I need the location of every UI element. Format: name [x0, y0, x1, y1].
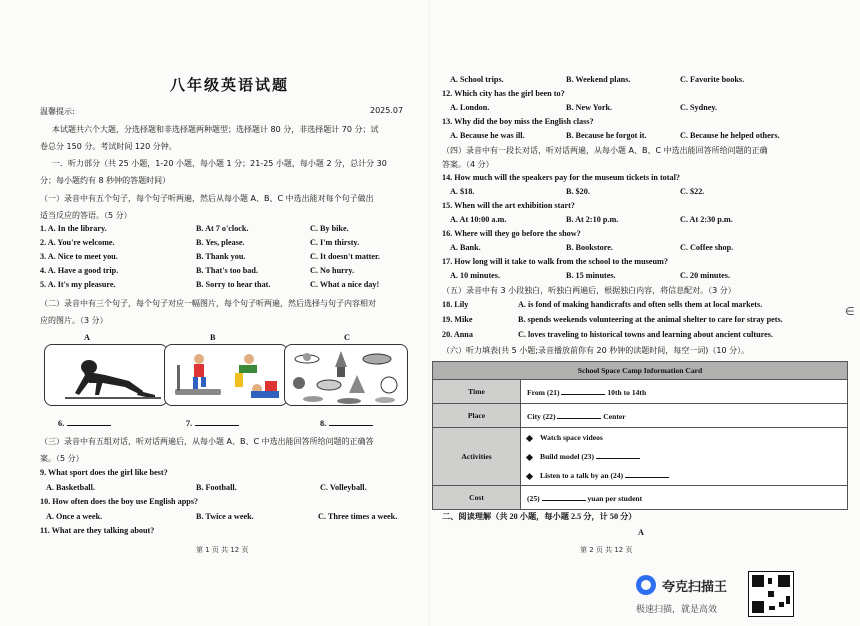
section6-instruction: （六）听力填表(共 5 小题;录音播放前你有 20 秒钟的读题时间，每空一词)（10 分）。	[442, 346, 750, 355]
quark-logo-icon	[636, 575, 656, 595]
question-option-c: C. Volleyball.	[320, 483, 367, 492]
part1-heading-1: 一．听力部分（共 25 小题，1-20 小题，每小题 1 分；21-25 小题，每小题 2 分，总计分 30	[52, 159, 387, 168]
card-label-cost: Cost	[433, 486, 521, 510]
question-11: 11. What are they talking about?	[40, 526, 155, 535]
card-activities-row	[521, 428, 848, 486]
section4-instruction-2: 答案。（4 分）	[442, 160, 494, 169]
question-option-a: A. Bank.	[450, 243, 481, 252]
question-option-b: B. Sorry to hear that.	[196, 280, 271, 289]
question-option-b: B. Thank you.	[196, 252, 246, 261]
edge-mark: ∈	[845, 305, 855, 318]
blank-7[interactable]: 7.	[186, 418, 239, 428]
blank-22[interactable]	[557, 411, 601, 419]
question-option-c: C. No hurry.	[310, 266, 355, 275]
question-option-a: 5. A. It's my pleasure.	[40, 280, 116, 289]
question-option-c: C. Favorite books.	[680, 75, 745, 84]
section1-instruction-2: 适当反应的答语。（5 分）	[40, 211, 132, 220]
diamond-bullet-icon	[526, 435, 533, 442]
image-label-b: B	[210, 333, 216, 342]
qr-code-icon	[748, 571, 794, 617]
question-option-c: C. Three times a week.	[318, 512, 398, 521]
question-option-a: 2. A. You're welcome.	[40, 238, 115, 247]
watermark-brand: 夸克扫描王	[662, 580, 728, 595]
matching-statement: A. is fond of making handicrafts and often sells them at local markets.	[518, 300, 763, 309]
question-15: 15. When will the art exhibition start?	[442, 201, 575, 210]
question-17: 17. How long will it take to walk from the school to the museum?	[442, 257, 668, 266]
blank-8[interactable]: 8.	[320, 418, 373, 428]
card-label-activities: Activities	[433, 428, 521, 486]
card-time-row	[521, 380, 848, 404]
question-option-b: B. $20.	[566, 187, 590, 196]
question-option-b: B. Weekend plans.	[566, 75, 631, 84]
part2-reading-heading: 二、阅读理解（共 20 小题，每小题 2.5 分，计 50 分）	[442, 512, 637, 521]
question-option-c: C. Coffee shop.	[680, 243, 734, 252]
page-footer-left: 第 1 页 共 12 页	[196, 546, 249, 554]
blank-6[interactable]: 6.	[58, 418, 111, 428]
right-exam-page	[430, 0, 860, 626]
picture-b-exercise	[164, 344, 288, 406]
exercise-figures-icon	[165, 345, 288, 406]
question-option-b: B. At 7 o'clock.	[196, 224, 249, 233]
passage-label-a: A	[638, 528, 644, 537]
page-footer-right: 第 2 页 共 12 页	[580, 546, 633, 554]
matching-statement: C. loves traveling to historical towns and learning about ancient cultures.	[518, 330, 774, 339]
question-option-b: B. Football.	[196, 483, 237, 492]
section2-instruction-1: （二）录音中有三个句子，每个句子对应一幅图片，每个句子听两遍，然后选择与句子内容相对	[40, 299, 376, 308]
question-16: 16. Where will they go before the show?	[442, 229, 581, 238]
cost-text-post: yuan per student	[587, 493, 643, 503]
matching-name: 20. Anna	[442, 330, 473, 339]
question-option-a: A. Basketball.	[46, 483, 95, 492]
exam-date: 2025.07	[370, 106, 404, 115]
place-text-post: Center	[603, 411, 626, 421]
diamond-bullet-icon	[526, 473, 533, 480]
question-option-b: B. 15 minutes.	[566, 271, 616, 280]
blank-25[interactable]	[542, 493, 586, 501]
section3-instruction-1: （三）录音中有五组对话，听对话两遍后，从每小题 A、B、C 中选出能回答所给问题的正确答	[40, 437, 374, 446]
card-label-place: Place	[433, 404, 521, 428]
question-option-c: C. Sydney.	[680, 103, 718, 112]
question-option-a: A. Once a week.	[46, 512, 103, 521]
section5-instruction: （五）录音中有 3 小段独白，听独白两遍后，根据独白内容，将信息配对。（3 分）	[442, 286, 736, 295]
tip-label: 温馨提示:	[40, 107, 75, 116]
question-option-b: B. That's too bad.	[196, 266, 258, 275]
section2-instruction-2: 应的图片。（3 分）	[40, 316, 108, 325]
matching-name: 19. Mike	[442, 315, 473, 324]
card-title: School Space Camp Information Card	[433, 362, 848, 380]
question-option-b: B. Twice a week.	[196, 512, 254, 521]
pushup-figure-icon	[45, 345, 168, 406]
question-option-c: C. What a nice day!	[310, 280, 380, 289]
watermark-slogan: 极速扫描，就是高效	[636, 605, 718, 615]
matching-statement: B. spends weekends volunteering at the animal shelter to care for stray pets.	[518, 315, 783, 324]
card-label-time: Time	[433, 380, 521, 404]
question-option-a: A. Because he was ill.	[450, 131, 525, 140]
question-option-c: C. At 2:30 p.m.	[680, 215, 733, 224]
exam-title: 八年级英语试题	[170, 76, 290, 94]
activity-item: Build model (23)	[527, 447, 841, 466]
matching-name: 18. Lily	[442, 300, 469, 309]
question-option-c: C. By bike.	[310, 224, 349, 233]
question-option-a: A. London.	[450, 103, 490, 112]
diamond-bullet-icon	[526, 454, 533, 461]
question-option-c: C. Because he helped others.	[680, 131, 780, 140]
image-label-a: A	[84, 333, 90, 342]
question-13: 13. Why did the boy miss the English class?	[442, 117, 594, 126]
intro-line-1: 本试题共六个大题，分选择题和非选择题两种题型；选择题计 80 分，非选择题计 70 分；试	[52, 125, 379, 134]
question-option-a: A. $18.	[450, 187, 475, 196]
question-option-a: 4. A. Have a good trip.	[40, 266, 119, 275]
question-option-a: 3. A. Nice to meet you.	[40, 252, 118, 261]
cost-text-pre: (25)	[527, 493, 540, 503]
part1-heading-2: 分；每小题约有 8 秒钟的答题时间）	[40, 176, 171, 185]
question-option-b: B. New York.	[566, 103, 613, 112]
question-option-c: C. $22.	[680, 187, 705, 196]
question-option-b: B. At 2:10 p.m.	[566, 215, 619, 224]
intro-line-2: 卷总分 150 分。考试时间 120 分钟。	[40, 142, 177, 151]
activity-item: Listen to a talk by an (24)	[527, 466, 841, 485]
question-14: 14. How much will the speakers pay for the museum tickets in total?	[442, 173, 680, 182]
question-option-b: B. Bookstore.	[566, 243, 613, 252]
card-place-row	[521, 404, 848, 428]
picture-a-pushups	[44, 344, 168, 406]
question-option-c: C. I'm thirsty.	[310, 238, 360, 247]
time-text-post: 10th to 14th	[607, 387, 647, 397]
question-10: 10. How often does the boy use English apps?	[40, 497, 199, 506]
question-option-c: C. It doesn't matter.	[310, 252, 380, 261]
section3-instruction-2: 案。（5 分）	[40, 454, 84, 463]
card-cost-row	[521, 486, 848, 510]
question-option-c: C. 20 minutes.	[680, 271, 731, 280]
question-option-a: 1. A. In the library.	[40, 224, 107, 233]
image-label-c: C	[344, 333, 350, 342]
question-option-a: A. School trips.	[450, 75, 504, 84]
question-9: 9. What sport does the girl like best?	[40, 468, 168, 477]
question-option-b: B. Because he forgot it.	[566, 131, 647, 140]
question-option-a: A. 10 minutes.	[450, 271, 501, 280]
spaceships-icon	[285, 345, 408, 406]
blank-24[interactable]	[625, 470, 669, 478]
place-text-pre: City (22)	[527, 411, 556, 421]
section4-instruction-1: （四）录音中有一段长对话，听对话两遍，从每小题 A、B、C 中选出能回答所给问题的正确	[442, 146, 768, 155]
question-option-b: B. Yes, please.	[196, 238, 245, 247]
section1-instruction-1: （一）录音中有五个句子，每个句子听两遍，然后从每小题 A、B、C 中选出能对每个句子做出	[40, 194, 374, 203]
question-option-a: A. At 10:00 a.m.	[450, 215, 507, 224]
activity-item: Watch space videos	[527, 428, 841, 447]
left-exam-page	[0, 0, 428, 626]
blank-23[interactable]	[596, 451, 640, 459]
question-12: 12. Which city has the girl been to?	[442, 89, 565, 98]
time-text-pre: From (21)	[527, 387, 560, 397]
blank-21[interactable]	[561, 387, 605, 395]
picture-c-space	[284, 344, 408, 406]
space-camp-info-card	[432, 361, 848, 510]
